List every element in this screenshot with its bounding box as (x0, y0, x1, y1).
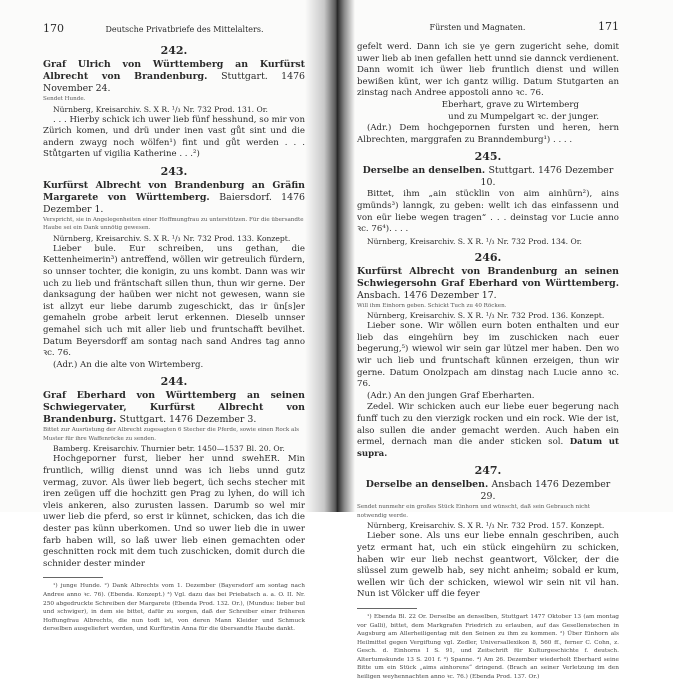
letter-text: Lieber bule. Eur schreiben, uns gethan, die Kettenheimerin³) antreffend, wöllen wir getreulich fürdern, so unnser tochter, die konigin, zu uns kombt. Dann was wir uch zu lieb und fräntschaft sillen thun, thun wir gerne. Der danksagung der haüben wer nicht not gewesen, wann sie ist allzyt eur liebe darumb zugeschickt, das ir ün[s]er gemaheln grobe arbeit lerut erkennen. Dieselb unnser gemahel sich uch mit aller lieb und fruntschafft bevilhet. Datum Beyersdorff am sontag nach sand Andres tag anno ꝛc. 76. (43, 243, 305, 359)
letter-number: 242. (160, 44, 188, 57)
letter-title (357, 165, 619, 189)
title-text: Derselbe an denselben. (365, 479, 489, 491)
source: Nürnberg, Kreisarchiv. S. X R. ¹/₃ Nr. 732 Prod. 134. Or. (367, 236, 582, 246)
letter-title (43, 59, 305, 95)
regest: Sendet nunmehr ein großes Stück Einhorn und wünscht, daß sein Gebrauch nicht notwendig werde. (357, 504, 591, 519)
footnotes: ¹) Ebenda Bl. 22 Or. Derselbe an denselben, Stuttgart 1477 Oktober 13 (am montag vor Galli), bittet, dem Markgrafen Friedrich zu erlauben, auf das Gesellenstechen in Augsburg am Allerheiligentag mit den Seinen zu ihm zu kommen. ²) Über Einhorn als Heilmittel gegen Vergiftung vgl. Zedler, Universallexikon 8, 560 ff., ferner C. Cohn, z. Gesch. d. Einhorns I S. 91, und Zeitschrift für Kulturgeschichte f. deutsch. Altertumskunde 13 S. 201 f. ³) Spanne. ⁴) Am 26. Dezember wiederholt Eberhard seine Bitte um ein Stück „aims ainhorens“ dringend. (Brach an seiner Verletzung im den heiligen weyhennachten anno ꝛc. 76.) (Ebenda Prod. 137. Or.) (357, 613, 619, 681)
title-text: Kurfürst Albrecht von Brandenburg an Gräfin Margarete von Württemberg. (43, 179, 305, 203)
letter-number: 244. (160, 375, 188, 389)
zedel-text: Zedel. Wir schicken auch eur liebe euer begerung nach funff tuch zu den vierzigk rocken und ein rock. Wie der ist, also sullen die ander gemacht werden. Auch haben ein ermel, dernach man die ander sticken sol. (357, 402, 619, 448)
regest: Sendet Hunde. (43, 96, 86, 102)
letter-text: Lieber sone. Als uns eur liebe ennaln geschriben, auch yetz ermant hat, uch ein stück eingehürn zu schicken, haben wir eur lieb nechst geantwort, Völcker, der die slüssel zum gewelb hab, sey nicht anheim; sobald er kum, wellen wir üch der schicken, wiewol wir sein nit vil han. Nun ist Völcker uff die feyer (357, 531, 619, 600)
left-page (0, 0, 335, 633)
letter-title (357, 266, 619, 302)
place-date: Stuttgart. 1476 Dezember 3. (119, 414, 257, 426)
footnote-rule (357, 608, 417, 609)
source: Nürnberg, Kreisarchiv. S. X R. ¹/₃ Nr. 732 Prod. 157. Konzept. (367, 521, 605, 531)
source: Nürnberg, Kreisarchiv. S. X R. ¹/₃ Nr. 732 Prod. 131. Or. (53, 104, 268, 114)
letter-text: Hochgeporner furst, lieber her unnd swehER. Min fruntlich, willig dienst unnd was ich liebs unnd gutz vermag, zuvor. Als üwer lieb begert, üch sechs stecher mit iren zeügen uff die hochzitt gen Prag zu lyhen, do will ich vleis ankeren, also zurusten lassen. Darumb so wel mir uwer lieb die pferd, so erst ir künnet, schicken, das ich die dester pas künn uberkomen. Und so uwer lieb die in uwer farb haben will, so laß uwer lieb einen gemachten oder geschnitten rock mit dem tuch zuschicken, domit durch die schnider dester minder (43, 454, 305, 569)
place-date: Ansbach 1476 Dezember 29. (480, 479, 611, 503)
letter-242 (43, 44, 305, 161)
letter-title (43, 390, 305, 426)
letter-number: 243. (160, 164, 188, 178)
place-date: Stuttgart. 1476 Dezember 10. (480, 165, 614, 189)
source: Nürnberg, Kreisarchiv. S. X R. ¹/₃ Nr. 732 Prod. 136. Konzept. (367, 311, 605, 321)
letter-number: 246. (474, 250, 502, 264)
title-text: Kurfürst Albrecht von Brandenburg an seinen Schwiegersohn Graf Eberhard von Württemberg. (357, 265, 619, 289)
footnotes: ¹) junge Hunde. ²) Dank Albrechts vom 1. Dezember (Bayersdorf am sontag nach Andree anno ꝛc. 76). (Ebenda. Konzept.) ³) Vgl. dazu das bei Priebatsch a. a. O. II. Nr. 250 abgedruckte Schreiben der Margarete (Ebenda Prod. 132. Or.), (Mundus: lieber bul und schwiger), in dem sie bittet, dafür zu sorgen, daß der Schreiber einer früheren Hoffungfrau Albrechts, die nun todt ist, von deren Mann Kleider und Schmuck derselben ausgeliefert werden, und Kurfürstin Anna für die übersandte Haube dankt. (43, 583, 305, 633)
letter-text: . . . Hierby schick ich uwer lieb fünf hesshund, so mir von Zürich komen, und drü under inen vast gůt sint und die andern zwayg noch wölfen¹) fint und gůt werden . . . Stůtgarten uf vigilia Katherine . . .²) (43, 114, 305, 160)
letter-245 (357, 150, 619, 246)
letter-number: 245. (474, 150, 502, 164)
title-text: Derselbe an denselben. (362, 165, 486, 177)
letter-244 (43, 375, 305, 570)
letter-text: Lieber sone. Wir wöllen eurn boten enthalten und eur lieb das eingehürn bey im zuschicken nach euer begerung,⁵) wiewol wir sein gar lützel mer haben. Den wo wir uch lieb und fruntschaft künnen erzeigen, thun wir gerne. Datum Onolzpach am dinstag nach Lucie anno ꝛc. 76. (357, 321, 619, 390)
page-number: 171 (598, 20, 619, 33)
place-date: Stuttgart. 1476 November 24. (43, 71, 306, 94)
regest: Bittet zur Ausrüstung der Albrecht zugesagten 6 Stecher die Pferde, sowie einen Rock als Muster für ihre Waffenröcke zu senden. (43, 427, 299, 442)
continuation-text: gefelt werd. Dann ich sie ye gern zugericht sehe, domit uwer lieb ab inen gefallen hett unnd sie dannck verdienent. Dann womit ich üwer lieb fruntlich dienst und willen bewißen künt, wer ich gantz willig. Datum Stutgarten an zinstag nach Andree appostoli anno ꝛc. 76. (357, 42, 619, 99)
gutter-shadow-right (337, 0, 355, 512)
regest: Verspricht, sie in Angelegenheiten einer Hoffmungfrau zu unterstützen. Für die übersandte Haube sei ein Dank unnötig gewesen. (43, 216, 304, 232)
signature: Eberhart, grave zu Wirtemberg (441, 99, 579, 110)
address: (Adr.) An den jungen Graf Eberharten. (367, 390, 535, 401)
right-page (335, 0, 673, 681)
place-date: Ansbach. 1476 Dezember 17. (357, 289, 497, 301)
address: (Adr.) An die alte von Wirtemberg. (53, 359, 204, 370)
footnote-rule (43, 577, 103, 578)
letter-text: Bittet, ihm „ain stücklin von aim ainhürn²), ains gmünds³) lanngk, zu geben: wellt ich das einfassenn und von eür liebe wegen tragen“ . . . deinstag vor Lucie anno ꝛc. 76⁴). . . . (357, 189, 619, 235)
letter-246 (357, 251, 619, 461)
signature: und zu Mumpelgart ꝛc. der junger. (448, 111, 599, 122)
letter-title (357, 479, 619, 503)
page-number: 170 (43, 22, 64, 35)
running-header (357, 20, 619, 34)
letter-title (43, 180, 305, 216)
gutter-shadow-left (305, 0, 337, 512)
title-text: Graf Eberhard von Württemberg an seinen Schwiegervater, Kurfürst Albrecht von Brandenburg. (43, 390, 305, 426)
title-text: Graf Ulrich von Württemberg an Kurfürst Albrecht von Brandenburg. (43, 59, 305, 82)
zedel (357, 402, 619, 460)
zedel-date: Datum ut supra. (357, 437, 619, 459)
regest: Will ihm Einhorn geben. Schickt Tuch zu 40 Röcken. (357, 302, 507, 309)
letter-247 (357, 464, 619, 601)
letter-243 (43, 165, 305, 372)
source: Nürnberg, Kreisarchiv. S. X R. ¹/₃ Nr. 732 Prod. 133. Konzept. (53, 233, 291, 243)
running-head: Deutsche Privatbriefe des Mittelalters. (105, 25, 264, 34)
letter-number: 247. (474, 464, 502, 478)
running-header (43, 22, 305, 36)
place-date: Baiersdorf. 1476 Dezember 1. (43, 191, 305, 215)
address: (Adr.) Dem hochgepornen fursten und heren, hern Albrechten, marggrafen zu Branndemburg¹) . . . . (357, 123, 619, 145)
running-head: Fürsten und Magnaten. (429, 23, 526, 32)
source: Bamberg. Kreisarchiv. Thurnier betr. 1450—1537 Bl. 20. Or. (53, 444, 285, 454)
